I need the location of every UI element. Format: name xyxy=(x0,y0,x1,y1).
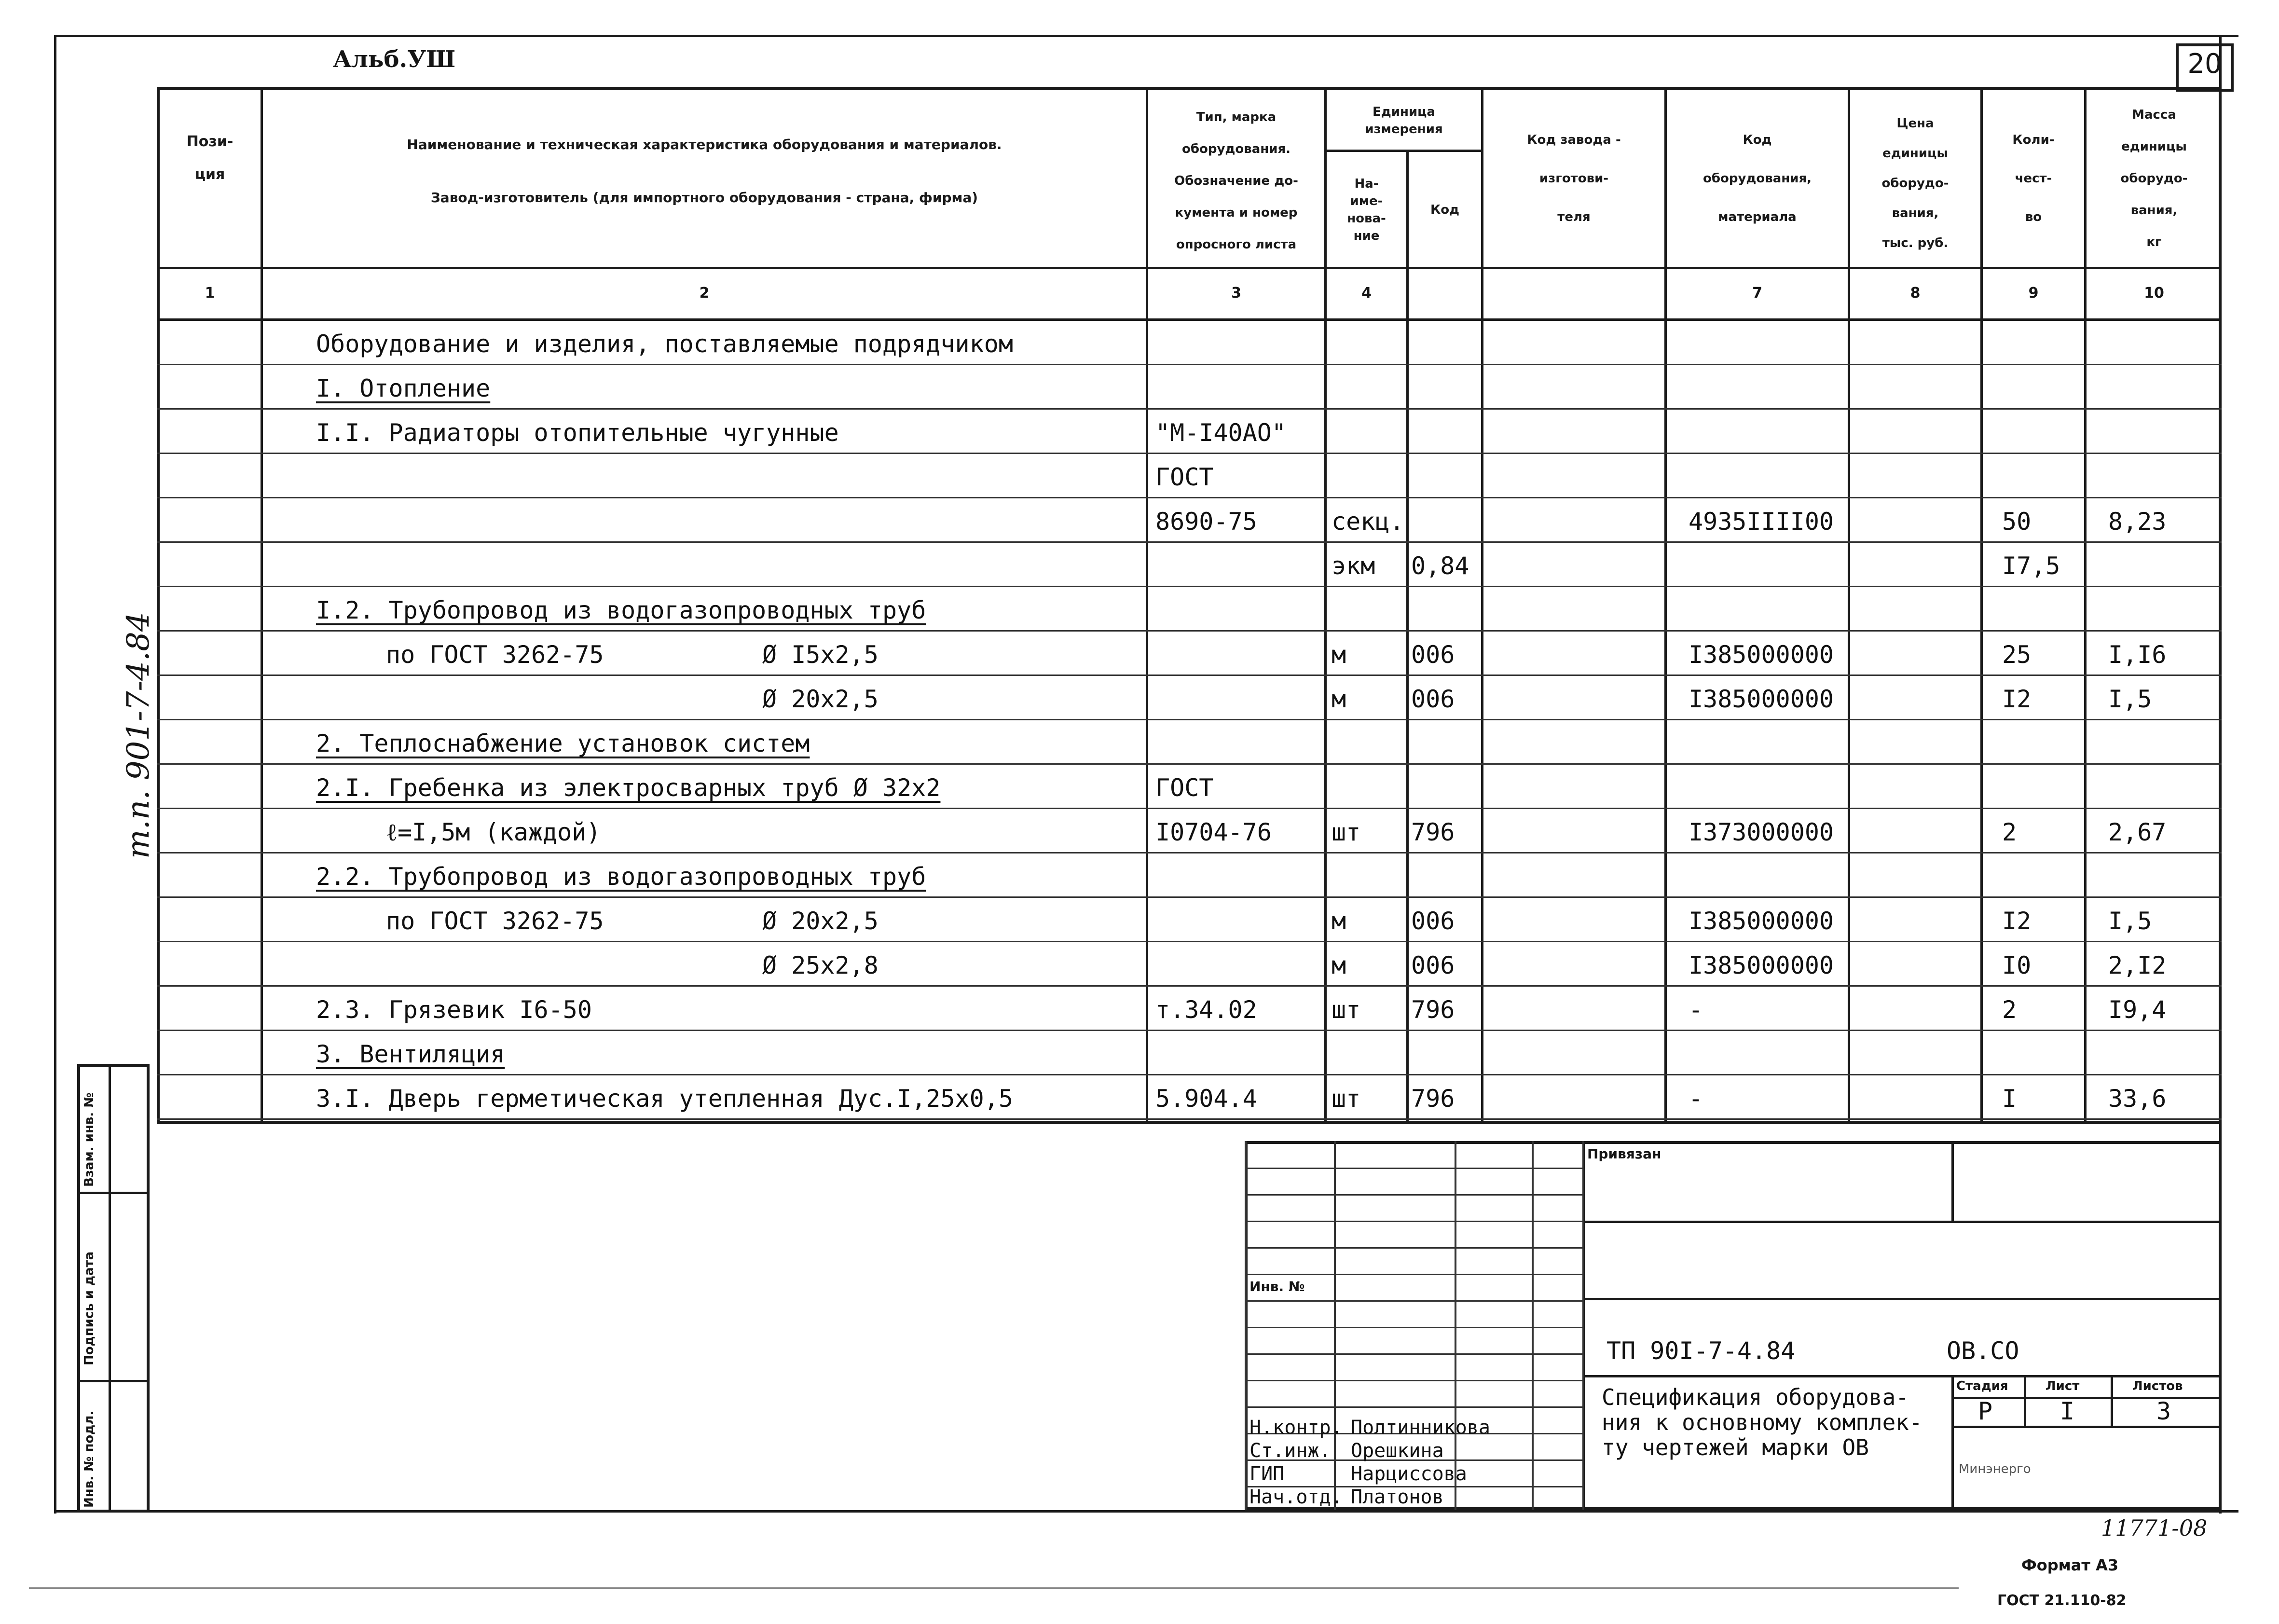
row-rule xyxy=(157,630,2222,632)
row-dimension: Ø 25х2,8 xyxy=(762,951,879,979)
tb-mark: ОВ.СО xyxy=(1947,1337,2019,1365)
sig-grid-row xyxy=(1245,1168,1582,1169)
tb-document-title: Спецификация оборудова- ния к основному комплек- ту чертежей марки ОВ xyxy=(1602,1384,1922,1460)
row-dimension: Ø 20х2,5 xyxy=(762,685,879,713)
sig-grid-row xyxy=(1245,1327,1582,1328)
row-qty: I0 xyxy=(2002,951,2032,979)
sig-grid-row xyxy=(1245,1221,1582,1222)
header-mass: Масса единицы оборудо- вания, кг xyxy=(2120,108,2188,249)
signature-role: ГИП xyxy=(1249,1463,1285,1485)
side-stamp-divider xyxy=(109,1064,111,1513)
row-type: т.34.02 xyxy=(1155,996,1257,1024)
tb-rule-project xyxy=(1582,1298,2222,1300)
colnum-10: 10 xyxy=(2144,285,2164,302)
tb-stage: Р xyxy=(1978,1397,1993,1425)
tb-privyazan-label: Привязан xyxy=(1587,1146,1661,1162)
row-qty: I2 xyxy=(2002,685,2032,713)
row-rule xyxy=(157,453,2222,454)
signature-role: Ст.инж. xyxy=(1249,1440,1331,1462)
sig-grid-col xyxy=(1455,1141,1456,1510)
colnum-bottom-rule xyxy=(157,318,2222,321)
row-ucode: 0,84 xyxy=(1411,552,1469,580)
header-unit-group: Единица измерения xyxy=(1365,105,1443,137)
header-quantity: Коли- чест- во xyxy=(2012,133,2055,224)
tb-organization: Минэнерго xyxy=(1959,1462,2031,1476)
colnum-7: 7 xyxy=(1752,285,1762,302)
row-type: 5.904.4 xyxy=(1155,1085,1257,1113)
row-code: - xyxy=(1689,996,1703,1024)
signature-name: Полтинникова xyxy=(1351,1417,1490,1439)
sig-grid-col xyxy=(1334,1141,1336,1510)
row-unit: шт xyxy=(1332,996,1361,1024)
header-price: Цена единицы оборудо- вания, тыс. руб. xyxy=(1881,116,1949,250)
row-unit: секц. xyxy=(1332,508,1404,536)
row-ucode: 006 xyxy=(1411,907,1455,935)
row-dimension: Ø 20х2,5 xyxy=(762,907,879,935)
page-number: 20 xyxy=(2187,48,2222,80)
row-rule xyxy=(157,763,2222,765)
row-code: - xyxy=(1689,1085,1703,1113)
tb-privyazan-divider xyxy=(1951,1141,1954,1221)
header-equipment-code: Код оборудования, материала xyxy=(1702,133,1812,224)
row-mass: I9,4 xyxy=(2108,996,2167,1024)
unit-group-rule xyxy=(1324,150,1481,152)
signature-name: Нарциссова xyxy=(1351,1463,1467,1485)
row-name: I.I. Радиаторы отопительные чугунные xyxy=(316,419,839,447)
signature-role: Н.контр. xyxy=(1249,1417,1343,1439)
row-rule xyxy=(157,941,2222,942)
side-stamp-rule-1 xyxy=(77,1192,150,1194)
row-type: 8690-75 xyxy=(1155,508,1257,536)
header-type: Тип, марка оборудования. Обозначение до- кумента и номер опросного листа xyxy=(1174,110,1298,252)
tb-title-stage-divider xyxy=(1951,1375,1954,1510)
row-code: I385000000 xyxy=(1689,641,1834,669)
tb-inventory-label: Инв. № xyxy=(1249,1279,1305,1294)
row-name: ℓ=I,5м (каждой) xyxy=(386,818,601,846)
colnum-8: 8 xyxy=(1910,285,1921,302)
row-type: "М-I40АО" xyxy=(1155,419,1286,447)
header-unit-name: На- име- нова- ние xyxy=(1347,177,1386,243)
row-qty: I xyxy=(2002,1085,2017,1113)
row-rule xyxy=(157,985,2222,987)
row-code: I385000000 xyxy=(1689,685,1834,713)
row-name: 2.I. Гребенка из электросварных труб Ø 32х2 xyxy=(316,774,941,802)
row-rule xyxy=(157,808,2222,809)
row-name: Оборудование и изделия, поставляемые подрядчиком xyxy=(316,330,1013,358)
header-position: Пози- ция xyxy=(186,133,233,183)
sig-grid-row xyxy=(1245,1274,1582,1275)
row-rule xyxy=(157,852,2222,853)
row-qty: I2 xyxy=(2002,907,2032,935)
row-ucode: 006 xyxy=(1411,951,1455,979)
album-label: Альб.УШ xyxy=(333,46,456,73)
tb-stage-label: Стадия xyxy=(1956,1379,2008,1393)
row-mass: 8,23 xyxy=(2108,508,2167,536)
colnum-9: 9 xyxy=(2028,285,2039,302)
row-rule xyxy=(157,541,2222,543)
row-ucode: 006 xyxy=(1411,641,1455,669)
side-stamp-inventory: Инв. № подл. xyxy=(82,1410,96,1508)
row-ucode: 796 xyxy=(1411,818,1455,846)
sig-grid-row xyxy=(1245,1194,1582,1196)
row-unit: м xyxy=(1332,685,1346,713)
tb-sheet-label: Лист xyxy=(2046,1379,2080,1393)
row-name: 3.I. Дверь герметическая утепленная Дус.I,25х0,5 xyxy=(316,1085,1013,1113)
header-manufacturer: Завод-изготовитель (для импортного оборудования - страна, фирма) xyxy=(430,190,978,206)
side-stamp-rule-2 xyxy=(77,1380,150,1382)
row-name: по ГОСТ 3262-75 xyxy=(386,641,604,669)
row-ucode: 796 xyxy=(1411,996,1455,1024)
colnum-1: 1 xyxy=(205,285,215,302)
row-rule xyxy=(157,364,2222,365)
row-code: 4935IIII00 xyxy=(1689,508,1834,536)
sig-grid-row xyxy=(1245,1300,1582,1302)
tb-stage-value-rule xyxy=(1951,1426,2222,1428)
row-mass: 2,67 xyxy=(2108,818,2167,846)
col-divider-1 xyxy=(261,87,263,1124)
signature-role: Нач.отд. xyxy=(1249,1486,1343,1508)
row-mass: I,5 xyxy=(2108,907,2152,935)
sheet-bottom-border xyxy=(54,1510,2238,1513)
row-code: I373000000 xyxy=(1689,818,1834,846)
colnum-2: 2 xyxy=(699,285,710,302)
header-plant-code: Код завода - изготови- теля xyxy=(1527,133,1621,224)
sheet-top-border xyxy=(54,35,2238,37)
row-name: 3. Вентиляция xyxy=(316,1040,505,1068)
colnum-3: 3 xyxy=(1231,285,1241,302)
standard-label: ГОСТ 21.110-82 xyxy=(1997,1592,2127,1609)
row-name: I.2. Трубопровод из водогазопроводных труб xyxy=(316,596,926,624)
sig-grid-row xyxy=(1245,1380,1582,1381)
row-name: I. Отопление xyxy=(316,374,491,402)
tb-rule-privyazan xyxy=(1582,1221,2222,1223)
sig-grid-col xyxy=(1532,1141,1534,1510)
tb-sheets: 3 xyxy=(2156,1397,2171,1425)
row-unit: экм xyxy=(1332,552,1375,580)
tb-project-code: ТП 90I-7-4.84 xyxy=(1606,1337,1796,1365)
row-mass: I,5 xyxy=(2108,685,2152,713)
tb-stage-divider-1 xyxy=(2024,1375,2026,1426)
colnum-4: 4 xyxy=(1361,285,1372,302)
format-label: Формат А3 xyxy=(2021,1556,2119,1574)
row-rule xyxy=(157,719,2222,720)
row-qty: 50 xyxy=(2002,508,2032,536)
row-name: 2. Теплоснабжение установок систем xyxy=(316,729,810,757)
sig-grid-col xyxy=(1582,1141,1584,1510)
header-name: Наименование и техническая характеристика оборудования и материалов. xyxy=(407,137,1002,152)
row-type: I0704-76 xyxy=(1155,818,1272,846)
row-ucode: 796 xyxy=(1411,1085,1455,1113)
row-qty: 2 xyxy=(2002,996,2017,1024)
row-unit: м xyxy=(1332,951,1346,979)
row-name: по ГОСТ 3262-75 xyxy=(386,907,604,935)
row-rule xyxy=(157,497,2222,498)
col-divider-4 xyxy=(1406,150,1409,1124)
row-qty: 2 xyxy=(2002,818,2017,846)
page-trim-line xyxy=(29,1587,1959,1589)
row-unit: м xyxy=(1332,907,1346,935)
header-unit-code: Код xyxy=(1430,203,1460,217)
row-rule xyxy=(157,408,2222,410)
row-rule xyxy=(157,1074,2222,1075)
tb-stage-divider-2 xyxy=(2111,1375,2113,1426)
side-stamp-signature-date: Подпись и дата xyxy=(82,1251,96,1365)
row-qty: 25 xyxy=(2002,641,2032,669)
row-mass: 33,6 xyxy=(2108,1085,2167,1113)
row-ucode: 006 xyxy=(1411,685,1455,713)
copy-number: 11771-08 xyxy=(2101,1515,2208,1541)
row-unit: шт xyxy=(1332,818,1361,846)
row-mass: I,I6 xyxy=(2108,641,2167,669)
row-rule xyxy=(157,1030,2222,1031)
signature-name: Орешкина xyxy=(1351,1440,1444,1462)
row-name: 2.2. Трубопровод из водогазопроводных труб xyxy=(316,863,926,891)
row-rule xyxy=(157,1118,2222,1120)
row-name: 2.3. Грязевик I6-50 xyxy=(316,996,592,1024)
row-code: I385000000 xyxy=(1689,907,1834,935)
sig-grid-col xyxy=(1245,1141,1247,1510)
row-type: ГОСТ xyxy=(1155,774,1214,802)
row-rule xyxy=(157,896,2222,898)
sig-grid-row xyxy=(1245,1353,1582,1355)
side-stamp-replacement: Взам. инв. № xyxy=(82,1092,96,1187)
row-code: I385000000 xyxy=(1689,951,1834,979)
row-mass: 2,I2 xyxy=(2108,951,2167,979)
row-unit: шт xyxy=(1332,1085,1361,1113)
tb-sheet: I xyxy=(2060,1397,2075,1425)
row-rule xyxy=(157,674,2222,676)
row-unit: м xyxy=(1332,641,1346,669)
tb-sheets-label: Листов xyxy=(2132,1379,2183,1393)
sig-grid-row xyxy=(1245,1406,1582,1408)
sheet-left-border xyxy=(54,35,56,1514)
row-qty: I7,5 xyxy=(2002,552,2060,580)
row-type: ГОСТ xyxy=(1155,463,1214,491)
row-rule xyxy=(157,586,2222,587)
row-dimension: Ø I5х2,5 xyxy=(762,641,879,669)
margin-designation: т.п. 901-7-4.84 xyxy=(121,612,156,859)
tb-rule-title xyxy=(1582,1375,2222,1377)
signature-name: Платонов xyxy=(1351,1486,1444,1508)
header-bottom-rule xyxy=(157,267,2222,269)
sig-grid-row xyxy=(1245,1247,1582,1249)
